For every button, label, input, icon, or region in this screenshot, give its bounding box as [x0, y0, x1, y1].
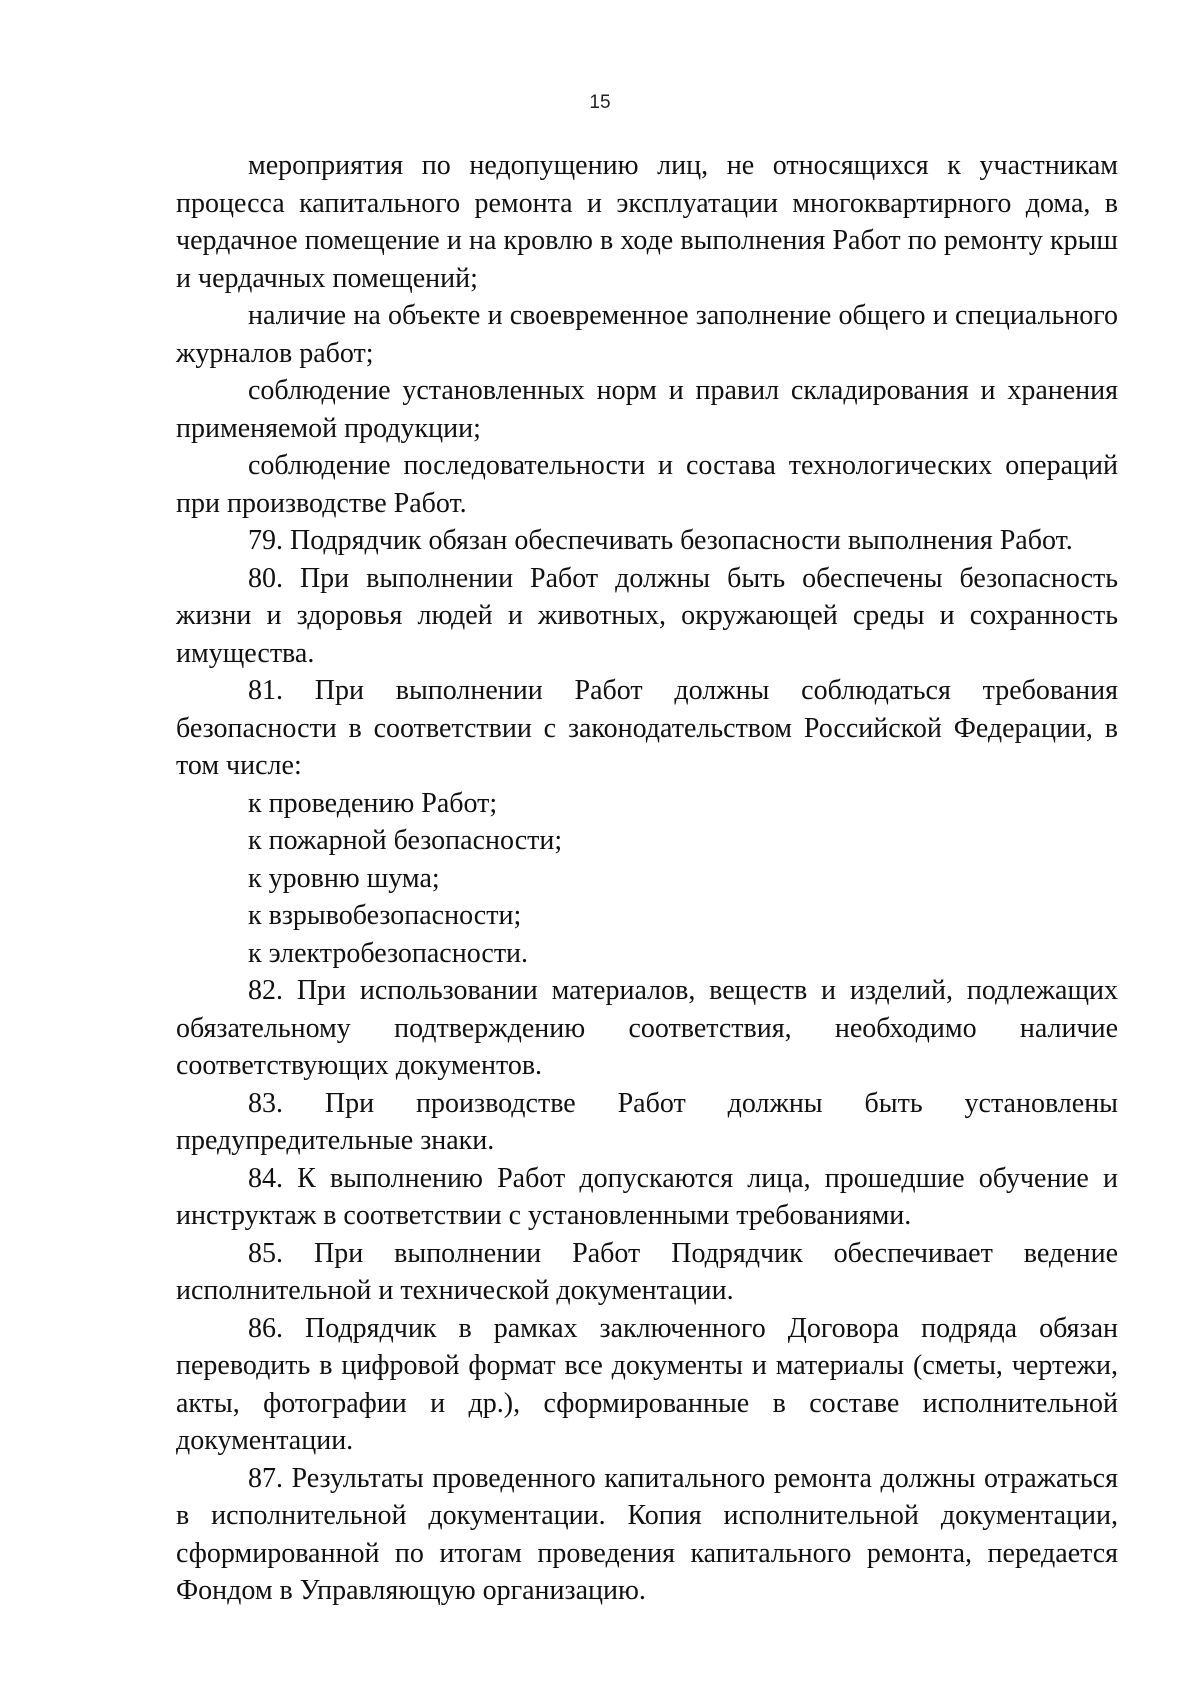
paragraph-81: 81. При выполнении Работ должны соблюдаться требования безопасности в соответствии с законодательством Российской Федерации, в том числе:	[176, 675, 1118, 781]
list-item-works: к проведению Работ;	[248, 787, 498, 819]
paragraph-83: 83. При производстве Работ должны быть установлены предупредительные знаки.	[176, 1087, 1118, 1156]
list-item-fire-safety: к пожарной безопасности;	[248, 825, 563, 856]
list-item-electrical-safety: к электробезопасности.	[248, 937, 529, 969]
paragraph-84: 84. К выполнению Работ допускаются лица, прошедшие обучение и инструктаж в соответствии с установленными требованиями.	[176, 1162, 1118, 1231]
paragraph-storage-norms: соблюдение установленных норм и правил складирования и хранения применяемой продукции;	[176, 375, 1118, 444]
list-item-explosion-safety: к взрывобезопасности;	[248, 900, 522, 931]
paragraph-85: 85. При выполнении Работ Подрядчик обеспечивает ведение исполнительной и технической документации.	[176, 1237, 1118, 1306]
list-item-noise: к уровню шума;	[248, 862, 440, 894]
paragraph-technological-operations: соблюдение последовательности и состава технологических операций при производстве Работ.	[176, 450, 1118, 519]
paragraph-86: 86. Подрядчик в рамках заключенного Договора подряда обязан переводить в цифровой формат все документы и материалы (сметы, чертежи, акты, фотографии и др.), сформированные в составе исполнительной документации.	[176, 1312, 1118, 1456]
paragraph-journals: наличие на объекте и своевременное заполнение общего и специального журналов работ;	[176, 300, 1118, 369]
document-body	[176, 147, 1118, 1610]
paragraph-87: 87. Результаты проведенного капитального ремонта должны отражаться в исполнительной документации. Копия исполнительной документации, сформированной по итогам проведения капитального ремонта, передается Фондом в Управляющую организацию.	[176, 1462, 1118, 1606]
paragraph-82: 82. При использовании материалов, веществ и изделий, подлежащих обязательному подтверждению соответствия, необходимо наличие соответствующих документов.	[176, 975, 1118, 1081]
page-number: 15	[589, 92, 611, 113]
paragraph-79: 79. Подрядчик обязан обеспечивать безопасности выполнения Работ.	[248, 525, 1073, 556]
paragraph-80: 80. При выполнении Работ должны быть обеспечены безопасность жизни и здоровья людей и животных, окружающей среды и сохранность имущества.	[176, 562, 1118, 669]
paragraph-measures-access: мероприятия по недопущению лиц, не относящихся к участникам процесса капитального ремонта и эксплуатации многоквартирного дома, в чердачное помещение и на кровлю в ходе выполнения Работ по ремонту крыш и чердачных помещений;	[176, 150, 1118, 294]
